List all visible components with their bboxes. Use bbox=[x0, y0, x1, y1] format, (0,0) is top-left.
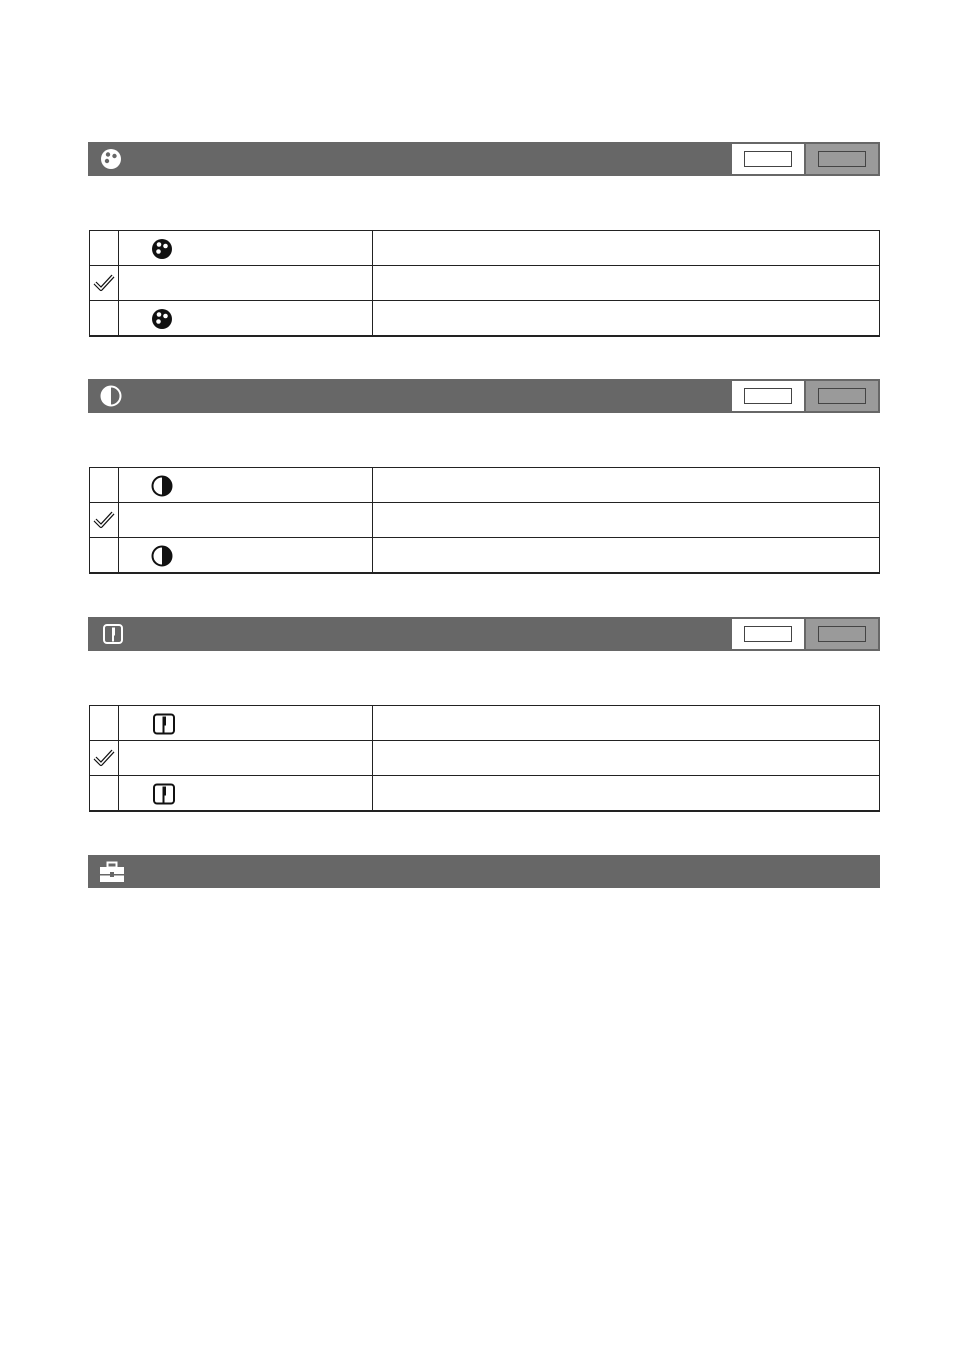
options-table-contrast bbox=[89, 467, 880, 574]
color-palette-icon bbox=[151, 308, 173, 330]
table-row[interactable] bbox=[90, 231, 880, 266]
contrast-icon bbox=[151, 475, 173, 497]
sharpness-icon bbox=[151, 783, 177, 805]
check-cell bbox=[90, 776, 119, 812]
option-cell bbox=[119, 468, 373, 503]
check-cell bbox=[90, 266, 119, 301]
option-cell bbox=[119, 538, 373, 574]
mode-box-light bbox=[732, 619, 804, 649]
option-cell bbox=[119, 503, 373, 538]
table-row[interactable] bbox=[90, 266, 880, 301]
check-cell bbox=[90, 301, 119, 337]
description-cell bbox=[373, 231, 880, 266]
table-row[interactable] bbox=[90, 503, 880, 538]
options-table-color bbox=[89, 230, 880, 337]
table-row[interactable] bbox=[90, 538, 880, 574]
mode-box-light bbox=[732, 144, 804, 174]
mode-box-dark bbox=[806, 619, 878, 649]
option-cell bbox=[119, 741, 373, 776]
contrast-icon bbox=[151, 545, 173, 567]
description-cell bbox=[373, 741, 880, 776]
description-cell bbox=[373, 538, 880, 574]
description-cell bbox=[373, 776, 880, 812]
option-cell bbox=[119, 706, 373, 741]
check-cell bbox=[90, 503, 119, 538]
mode-box-dark bbox=[806, 144, 878, 174]
check-cell bbox=[90, 231, 119, 266]
mode-box-dark bbox=[806, 381, 878, 411]
sharpness-icon bbox=[102, 623, 124, 645]
sharpness-icon bbox=[151, 713, 177, 735]
section-bar-color bbox=[88, 142, 880, 176]
checkmark-icon bbox=[93, 273, 115, 293]
option-cell bbox=[119, 266, 373, 301]
check-cell bbox=[90, 706, 119, 741]
mode-indicator bbox=[732, 144, 878, 174]
option-cell bbox=[119, 776, 373, 812]
check-cell bbox=[90, 741, 119, 776]
options-table-sharpness bbox=[89, 705, 880, 812]
description-cell bbox=[373, 468, 880, 503]
mode-indicator bbox=[732, 381, 878, 411]
table-row[interactable] bbox=[90, 468, 880, 503]
mode-box-light bbox=[732, 381, 804, 411]
table-row[interactable] bbox=[90, 301, 880, 337]
color-palette-icon bbox=[100, 148, 122, 170]
checkmark-icon bbox=[93, 510, 115, 530]
description-cell bbox=[373, 301, 880, 337]
table-row[interactable] bbox=[90, 776, 880, 812]
description-cell bbox=[373, 706, 880, 741]
section-bar-sharpness bbox=[88, 617, 880, 651]
mode-indicator bbox=[732, 619, 878, 649]
check-cell bbox=[90, 468, 119, 503]
color-palette-icon bbox=[151, 238, 173, 260]
section-bar-setup bbox=[88, 855, 880, 888]
description-cell bbox=[373, 503, 880, 538]
check-cell bbox=[90, 538, 119, 574]
table-row[interactable] bbox=[90, 741, 880, 776]
option-cell bbox=[119, 301, 373, 337]
checkmark-icon bbox=[93, 748, 115, 768]
contrast-icon bbox=[100, 385, 122, 407]
option-cell bbox=[119, 231, 373, 266]
toolbox-icon bbox=[99, 861, 125, 883]
table-row[interactable] bbox=[90, 706, 880, 741]
section-bar-contrast bbox=[88, 379, 880, 413]
description-cell bbox=[373, 266, 880, 301]
